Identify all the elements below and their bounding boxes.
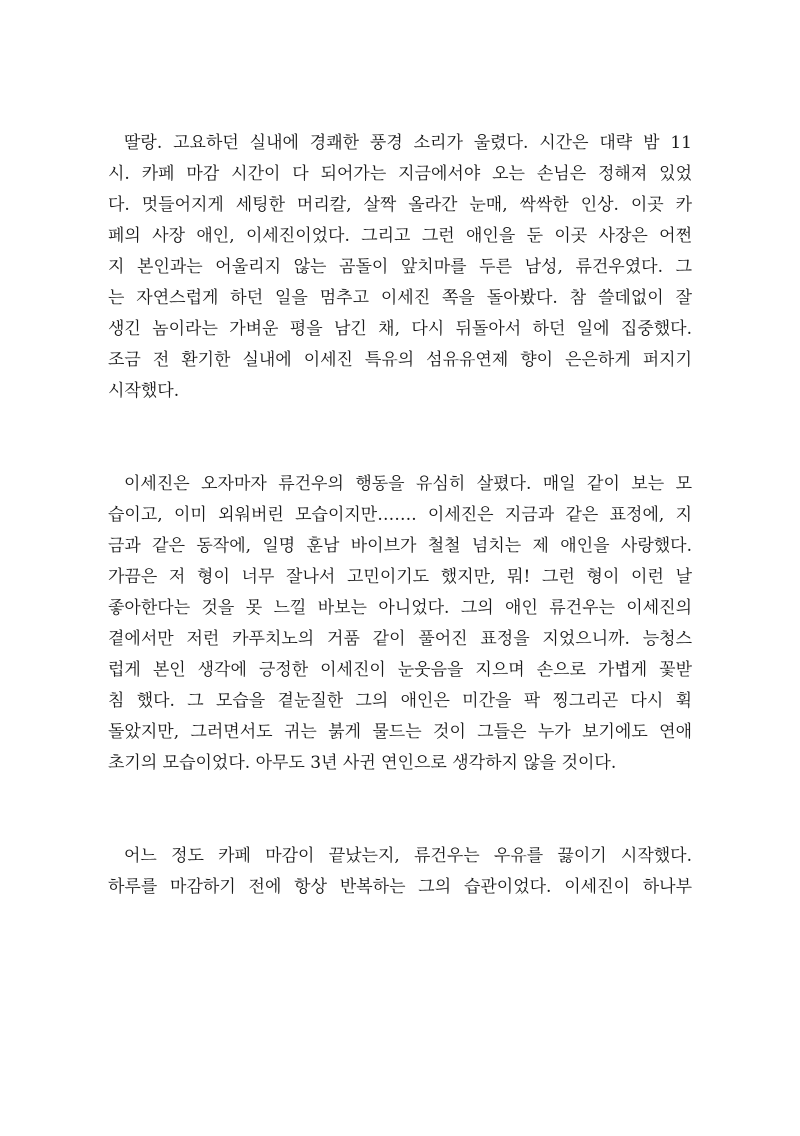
paragraph-line: 침 했다. 그 모습을 곁눈질한 그의 애인은 미간을 팍 찡그리곤 다시 휙 bbox=[108, 691, 692, 711]
paragraph-line: 조금 전 환기한 실내에 이세진 특유의 섬유유연제 향이 은은하게 퍼지기 bbox=[108, 350, 692, 370]
paragraph-line: 는 자연스럽게 하던 일을 멈추고 이세진 쪽을 돌아봤다. 참 쓸데없이 잘 bbox=[108, 288, 692, 308]
paragraph-line: 지 본인과는 어울리지 않는 곰돌이 앞치마를 두른 남성, 류건우였다. 그 bbox=[108, 257, 692, 277]
paragraph-line: 좋아한다는 것을 못 느낄 바보는 아니었다. 그의 애인 류건우는 이세진의 bbox=[108, 598, 692, 618]
paragraph-line: 어느 정도 카페 마감이 끝났는지, 류건우는 우유를 끓이기 시작했다. bbox=[124, 846, 692, 866]
paragraph-line: 이세진은 오자마자 류건우의 행동을 유심히 살폈다. 매일 같이 보는 모 bbox=[124, 474, 692, 494]
paragraph-line: 생긴 놈이라는 가벼운 평을 남긴 채, 다시 뒤돌아서 하던 일에 집중했다. bbox=[108, 319, 692, 339]
paragraph-line: 습이고, 이미 외워버린 모습이지만……. 이세진은 지금과 같은 표정에, 지 bbox=[108, 505, 692, 525]
paragraph-line: 가끔은 저 형이 너무 잘나서 고민이기도 했지만, 뭐! 그런 형이 이런 날 bbox=[108, 567, 692, 587]
paragraph-line: 시작했다. bbox=[108, 381, 180, 401]
paragraph-line: 페의 사장 애인, 이세진이었다. 그리고 그런 애인을 둔 이곳 사장은 어쩐 bbox=[108, 226, 692, 246]
paragraph-line: 돌았지만, 그러면서도 귀는 붉게 물드는 것이 그들은 누가 보기에도 연애 bbox=[108, 722, 692, 742]
paragraph-line: 딸랑. 고요하던 실내에 경쾌한 풍경 소리가 울렸다. 시간은 대략 밤 11 bbox=[124, 133, 692, 153]
paragraph-line: 초기의 모습이었다. 아무도 3년 사귄 연인으로 생각하지 않을 것이다. bbox=[108, 753, 617, 773]
paragraph-line: 하루를 마감하기 전에 항상 반복하는 그의 습관이었다. 이세진이 하나부 bbox=[108, 877, 692, 897]
paragraph-line: 곁에서만 저런 카푸치노의 거품 같이 풀어진 표정을 지었으니까. 능청스 bbox=[108, 629, 692, 649]
paragraph-line: 다. 멋들어지게 세팅한 머리칼, 살짝 올라간 눈매, 싹싹한 인상. 이곳 카 bbox=[108, 195, 692, 215]
paragraph-line: 시. 카페 마감 시간이 다 되어가는 지금에서야 오는 손님은 정해져 있었 bbox=[108, 164, 692, 184]
paragraph-line: 금과 같은 동작에, 일명 훈남 바이브가 철철 넘치는 제 애인을 사랑했다. bbox=[108, 536, 692, 556]
paragraph-line: 럽게 본인 생각에 긍정한 이세진이 눈웃음을 지으며 손으로 가볍게 꽃받 bbox=[108, 660, 692, 680]
